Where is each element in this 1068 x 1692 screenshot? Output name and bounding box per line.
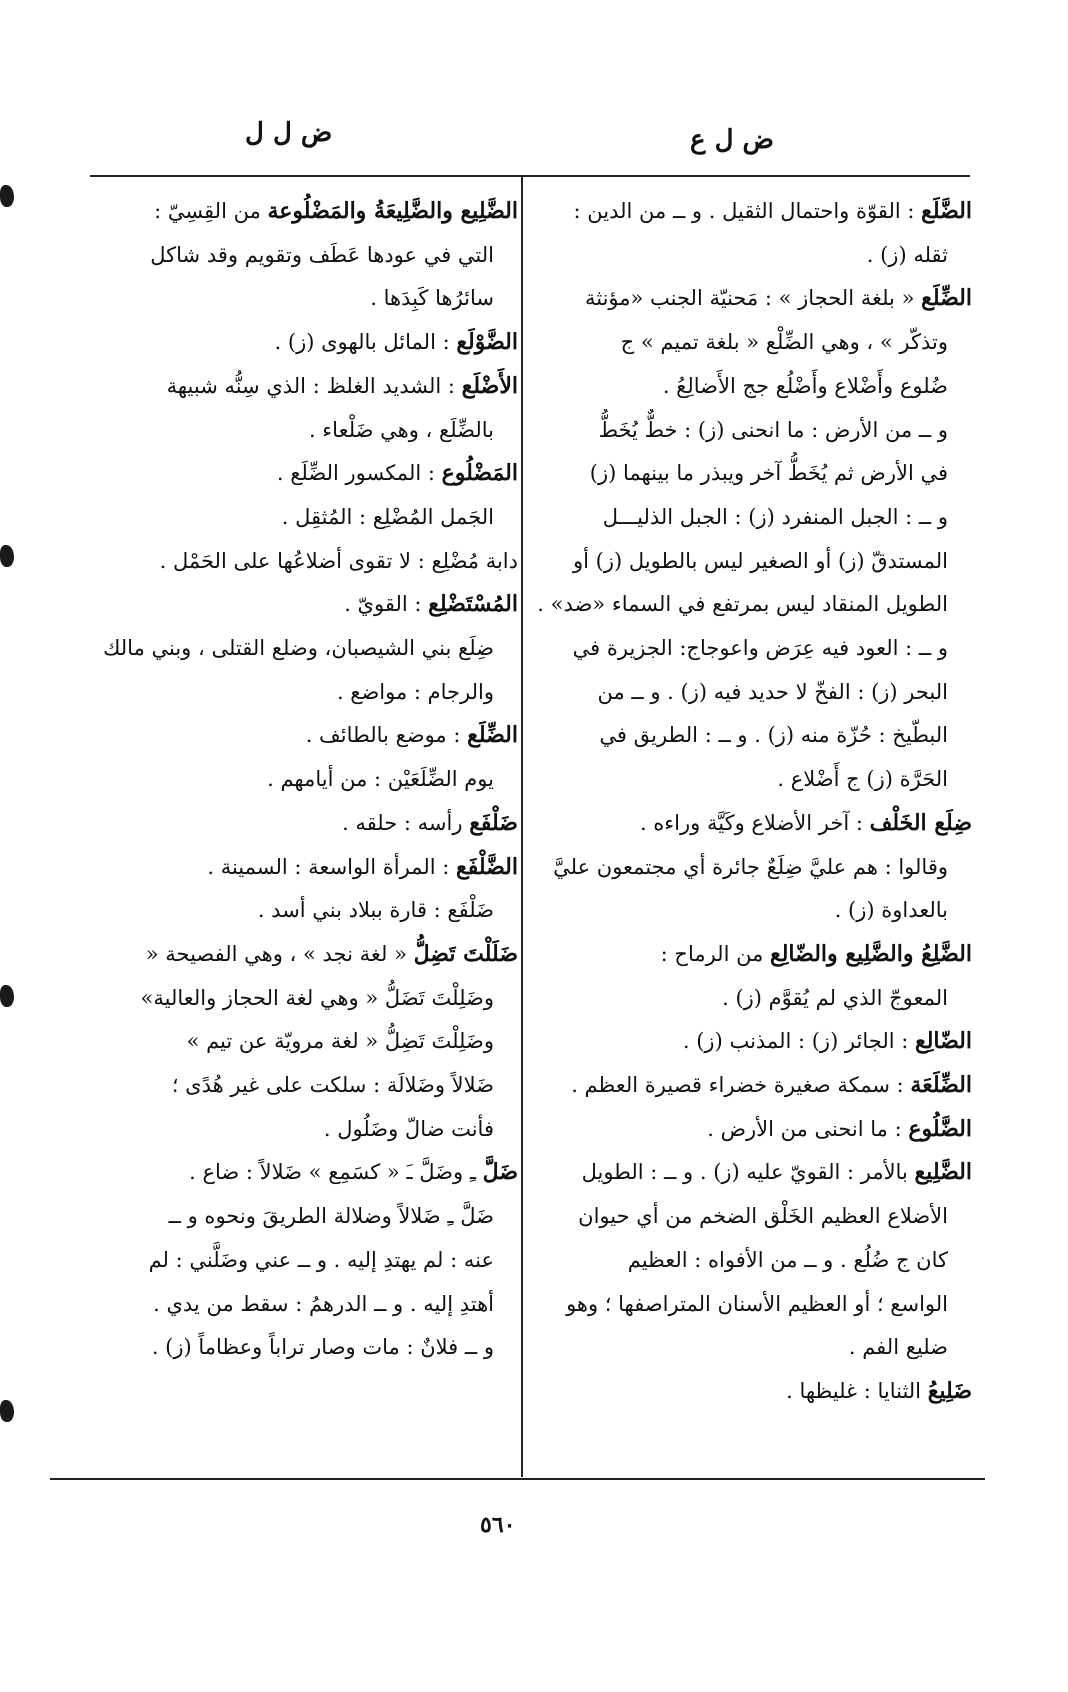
headword: ضَلَلْتَ تَضِلُّ bbox=[413, 940, 518, 967]
definition-text: : القوّة واحتمال الثقيل . و ــ من الدين : bbox=[573, 199, 922, 223]
entry-line bbox=[55, 1239, 518, 1283]
entry-line bbox=[55, 1195, 518, 1239]
entry-line bbox=[532, 190, 972, 234]
entry-line bbox=[532, 933, 972, 977]
entry-line bbox=[532, 1370, 972, 1414]
entry-line bbox=[532, 671, 972, 715]
headword: الضِّلَعَة bbox=[910, 1072, 972, 1099]
definition-text: المستدقّ (ز) أو الصغير ليس بالطويل (ز) أو bbox=[573, 548, 948, 573]
entry-line bbox=[532, 1195, 972, 1239]
entry-line bbox=[55, 1020, 518, 1064]
definition-text: بالعداوة (ز) . bbox=[834, 898, 948, 923]
definition-text: وقالوا : هم عليَّ ضِلَعٌ جائرة أي مجتمعون عليَّ bbox=[553, 854, 948, 879]
definition-text: البحر (ز) : الفخّ لا حديد فيه (ز) . و ــ من bbox=[597, 679, 948, 704]
entry-line bbox=[532, 1020, 972, 1064]
entry-line bbox=[532, 365, 972, 409]
entry-line bbox=[55, 627, 518, 671]
headword: ضِلَع الخَلْف bbox=[869, 809, 972, 836]
entry-line bbox=[532, 234, 972, 278]
entry-line bbox=[532, 1151, 972, 1195]
definition-text: ضليع الفم . bbox=[848, 1335, 948, 1360]
entry-line bbox=[55, 583, 518, 627]
definition-text: من الرماح : bbox=[660, 941, 770, 966]
definition-text: الأضلاع العظيم الخَلْق الضخم من أي حيوان bbox=[578, 1204, 948, 1229]
entry-line bbox=[532, 1283, 972, 1327]
entry-line bbox=[55, 277, 518, 321]
definition-text: : ما انحنى من الأرض . bbox=[707, 1116, 909, 1141]
definition-text: و ــ : العود فيه عِرَض واعوجاج: الجزيرة في bbox=[572, 636, 948, 661]
definition-text: وضَلِلْتَ تَضِلُّ « لغة مرويّة عن تيم » bbox=[186, 1029, 494, 1054]
headword: المُسْتَضْلِع bbox=[428, 591, 518, 618]
entry-line bbox=[532, 277, 972, 321]
entry-line bbox=[532, 977, 972, 1021]
entry-line bbox=[532, 846, 972, 890]
definition-text: رأسه : حلقه . bbox=[342, 810, 470, 835]
definition-text: : سمكة صغيرة خضراء قصيرة العظم . bbox=[571, 1073, 911, 1098]
column-divider bbox=[521, 177, 523, 1477]
entry-line bbox=[532, 452, 972, 496]
definition-text: : المائل بالهوى (ز) . bbox=[274, 330, 457, 355]
definition-text: الحَرَّة (ز) ج أَضْلاع . bbox=[777, 767, 948, 792]
entry-line bbox=[532, 540, 972, 584]
page-number: ٥٦٠ bbox=[480, 1512, 516, 1538]
headword: الضَّوْلَع bbox=[456, 329, 518, 356]
definition-text: الجَمل المُضْلِع : المُثقِل . bbox=[281, 504, 494, 529]
entry-line bbox=[532, 802, 972, 846]
entry-line bbox=[532, 758, 972, 802]
definition-text: فأنت ضالّ وضَلُول . bbox=[323, 1116, 494, 1141]
entry-line bbox=[55, 977, 518, 1021]
headword: ضَلِيعُ bbox=[927, 1377, 972, 1404]
definition-text: وضَلِلْتَ تَضَلُّ « وهي لغة الحجاز والعالية» bbox=[140, 985, 494, 1010]
definition-text: ضُلوع وأَضْلاع وأَضْلُع جج الأَضالِعُ . bbox=[662, 373, 948, 398]
definition-text: ثقله (ز) . bbox=[866, 242, 948, 267]
headword: الضَّلِيع bbox=[914, 1159, 972, 1186]
scan-mark bbox=[0, 1400, 14, 1422]
definition-text: وتذكّر » ، وهي الضِّلْع « بلغة تميم » ج bbox=[620, 330, 948, 355]
entry-line bbox=[55, 496, 518, 540]
entry-line bbox=[532, 889, 972, 933]
definition-text: من القِسِيّ : bbox=[154, 199, 268, 223]
entry-line bbox=[55, 409, 518, 453]
definition-text: البطّيخ : حُزّة منه (ز) . و ــ : الطريق في bbox=[599, 723, 948, 748]
definition-text: « لغة نجد » ، وهي الفصيحة « bbox=[145, 941, 414, 966]
left-column-root-header: ض ل ل bbox=[245, 118, 333, 148]
definition-text: و ــ من الأرض : ما انحنى (ز) : خطٌّ يُخَطُّ bbox=[598, 417, 948, 442]
headword: الضَّلَع bbox=[921, 198, 972, 224]
entry-line bbox=[55, 234, 518, 278]
entry-line bbox=[532, 1326, 972, 1370]
entry-line bbox=[55, 1064, 518, 1108]
definition-text: كان ج ضُلُع . و ــ من الأفواه : العظيم bbox=[627, 1247, 948, 1272]
entry-line bbox=[55, 758, 518, 802]
definition-text: أهتدِ إليه . و ــ الدرهمُ : سقط من يدي . bbox=[153, 1291, 494, 1316]
definition-text: « بلغة الحجاز » : مَحنيّة الجنب «مؤنثة bbox=[584, 286, 922, 311]
right-column bbox=[532, 190, 972, 1414]
entry-line bbox=[532, 1108, 972, 1152]
entry-line bbox=[55, 1283, 518, 1327]
definition-text: ضَلْفَع : قارة ببلاد بني أسد . bbox=[257, 898, 494, 923]
entry-line bbox=[532, 583, 972, 627]
entry-line bbox=[532, 409, 972, 453]
entry-line bbox=[532, 496, 972, 540]
scan-mark bbox=[0, 185, 14, 207]
definition-text: و ــ : الجبل المنفرد (ز) : الجبل الذليـــل bbox=[602, 504, 948, 529]
entry-line bbox=[55, 540, 518, 584]
definition-text: الثنايا : غليظها . bbox=[786, 1378, 928, 1403]
entry-line bbox=[55, 452, 518, 496]
entry-line bbox=[55, 1151, 518, 1195]
definition-text: : القويّ . bbox=[344, 592, 429, 617]
definition-text: ضِلَع بني الشيصبان، وضلع القتلى ، وبني مالك bbox=[103, 636, 494, 661]
definition-text: الواسع ؛ أو العظيم الأسنان المتراصفها ؛ وهو bbox=[566, 1291, 948, 1316]
definition-text: ضَلالاً وضَلالَة : سلكت على غير هُدًى ؛ bbox=[171, 1073, 494, 1098]
definition-text: : المرأة الواسعة : السمينة . bbox=[207, 854, 456, 879]
entry-line bbox=[55, 190, 518, 234]
headword: الضّالِع bbox=[914, 1028, 972, 1055]
definition-text: دابة مُضْلِع : لا تقوى أضلاعُها على الحَمْل . bbox=[159, 548, 518, 573]
definition-text: : الشديد الغلظ : الذي سِنُّه شبيهة bbox=[166, 373, 462, 398]
definition-text: الطويل المنقاد ليس بمرتفع في السماء «ضد» . bbox=[537, 592, 948, 617]
definition-text: سائرُها كَبِدَها . bbox=[370, 286, 494, 311]
entry-line bbox=[55, 714, 518, 758]
definition-text: والرجام : مواضع . bbox=[336, 679, 494, 704]
right-column-root-header: ض ل ع bbox=[690, 125, 774, 155]
headword: الضِّلَع bbox=[467, 722, 518, 749]
entry-line bbox=[532, 1239, 972, 1283]
left-column bbox=[55, 190, 518, 1370]
definition-text: المعوجّ الذي لم يُقوَّم (ز) . bbox=[722, 985, 948, 1010]
headword: الضِّلَع bbox=[921, 285, 972, 312]
headword: ضَلْفَع bbox=[469, 809, 518, 836]
definition-text: بالضِّلَع ، وهي ضَلْعاء . bbox=[308, 417, 494, 442]
scan-mark bbox=[0, 545, 14, 567]
entry-line bbox=[55, 889, 518, 933]
entry-line bbox=[55, 933, 518, 977]
definition-text: التي في عودها عَطَف وتقويم وقد شاكل bbox=[150, 242, 494, 267]
definition-text: : موضع بالطائف . bbox=[305, 723, 468, 748]
headword: الضَّلِعُ والضَّلِيع والضّالِع bbox=[770, 940, 972, 967]
entry-line bbox=[55, 1326, 518, 1370]
definition-text: : المكسور الضِّلَع . bbox=[276, 461, 442, 486]
definition-text: يوم الضِّلَعَيْن : من أيامهم . bbox=[267, 767, 494, 792]
definition-text: ـِ وضَلَّ ـَ « كسَمِع » ضَلالاً : ضاع . bbox=[189, 1160, 483, 1185]
definition-text: و ــ فلانٌ : مات وصار تراباً وعظاماً (ز) . bbox=[151, 1335, 494, 1360]
definition-text: بالأمر : القويّ عليه (ز) . و ــ : الطويل bbox=[581, 1160, 915, 1185]
scan-mark bbox=[0, 985, 14, 1007]
entry-line bbox=[55, 365, 518, 409]
entry-line bbox=[532, 714, 972, 758]
headword: ضَلَّ bbox=[482, 1159, 518, 1186]
definition-text: : الجائر (ز) : المذنب (ز) . bbox=[682, 1029, 915, 1054]
entry-line bbox=[532, 321, 972, 365]
entry-line bbox=[55, 1108, 518, 1152]
entry-line bbox=[532, 1064, 972, 1108]
headword: الأَضْلَع bbox=[461, 372, 518, 399]
headword: الضَّلُوع bbox=[908, 1115, 972, 1142]
definition-text: في الأرض ثم يُخَطُّ آخر ويبذر ما بينهما (ز) bbox=[589, 461, 948, 486]
definition-text: عنه : لم يهتدِ إليه . و ــ عني وضَلَّني : لم bbox=[148, 1247, 494, 1272]
headword: الضَّلِيع والضَّلِيعَةُ والمَضْلُوعة bbox=[267, 198, 518, 224]
definition-text: : آخر الأضلاع وكَيَّة وراءه . bbox=[639, 810, 870, 835]
headword: الضَّلْفَع bbox=[455, 853, 518, 880]
headword: المَضْلُوع bbox=[441, 460, 518, 487]
entry-line bbox=[55, 802, 518, 846]
entry-line bbox=[55, 671, 518, 715]
bottom-rule bbox=[50, 1478, 985, 1480]
entry-line bbox=[55, 846, 518, 890]
entry-line bbox=[532, 627, 972, 671]
definition-text: ضَلَّ ـِ ضَلالاً وضلالة الطريقَ ونحوه و ــ bbox=[168, 1204, 494, 1229]
entry-line bbox=[55, 321, 518, 365]
top-rule bbox=[90, 175, 970, 177]
